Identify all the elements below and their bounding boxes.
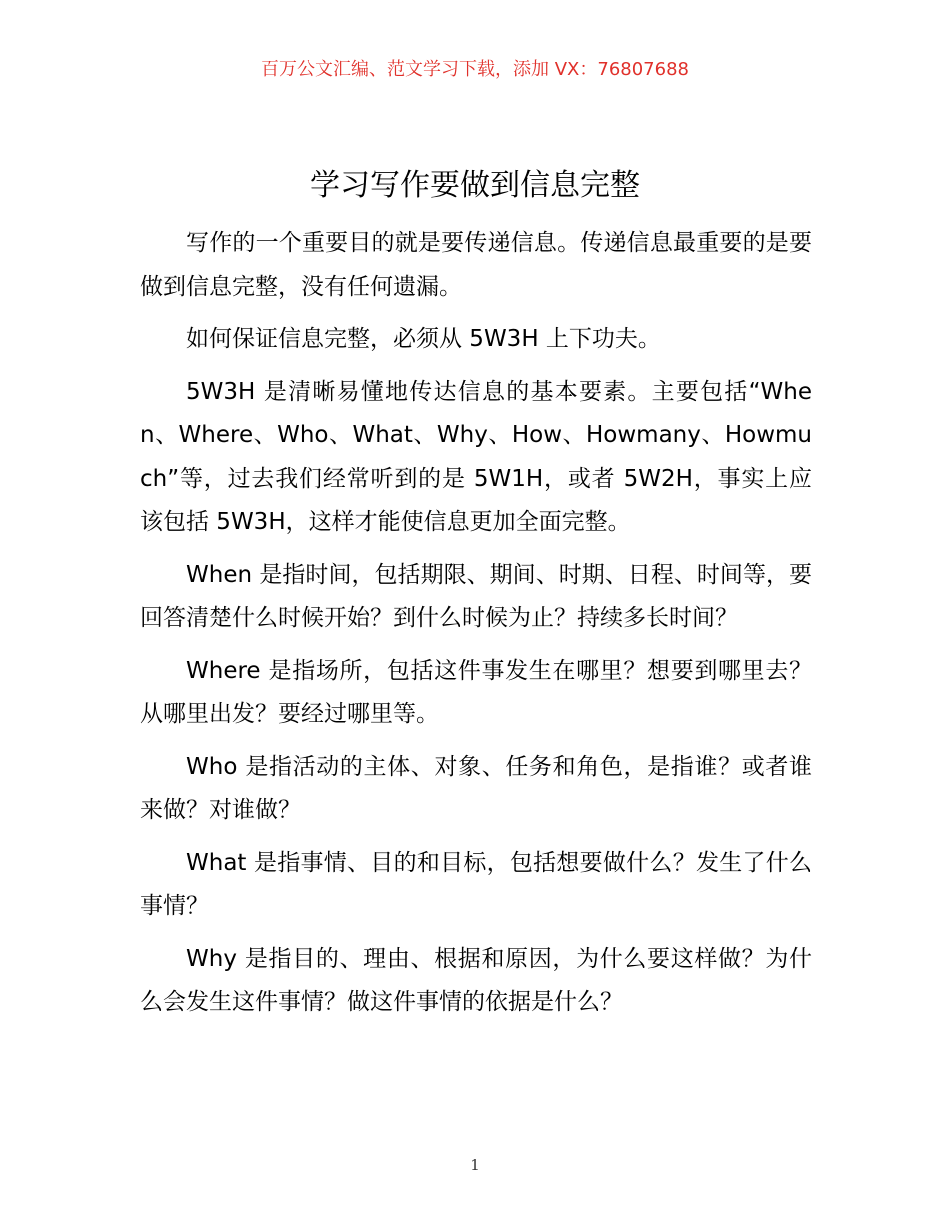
paragraph-5w3h-question: 如何保证信息完整，必须从 5W3H 上下功夫。 bbox=[186, 326, 661, 352]
paragraph-why: Why 是指目的、理由、根据和原因，为什么要这样做？为什么会发生这件事情？做这件事情的依据是什么？ bbox=[140, 945, 812, 1015]
page-number: 1 bbox=[470, 1156, 480, 1174]
header-watermark-note: 百万公文汇编、范文学习下载，添加 VX：76807688 bbox=[261, 59, 689, 80]
paragraph-when: When 是指时间，包括期限、期间、时期、日程、时间等，要回答清楚什么时候开始？到什么时候为止？持续多长时间？ bbox=[140, 561, 812, 631]
document-title: 学习写作要做到信息完整 bbox=[310, 168, 640, 203]
paragraph-who: Who 是指活动的主体、对象、任务和角色，是指谁？或者谁来做？对谁做？ bbox=[140, 753, 812, 823]
paragraph-where: Where 是指场所，包括这件事发生在哪里？想要到哪里去？从哪里出发？要经过哪里等。 bbox=[140, 657, 812, 727]
document-body bbox=[140, 222, 812, 1034]
paragraph-what: What 是指事情、目的和目标，包括想要做什么？发生了什么事情？ bbox=[140, 849, 812, 919]
paragraph-intro: 写作的一个重要目的就是要传递信息。传递信息最重要的是要做到信息完整，没有任何遗漏。 bbox=[140, 230, 812, 300]
paragraph-5w3h-definition: 5W3H 是清晰易懂地传达信息的基本要素。主要包括“When、Where、Who、What、Why、How、Howmany、Howmuch”等，过去我们经常听到的是 5W1H，或者 5W2H，事实上应该包括 5W3H，这样才能使信息更加全面完整。 bbox=[140, 378, 812, 535]
